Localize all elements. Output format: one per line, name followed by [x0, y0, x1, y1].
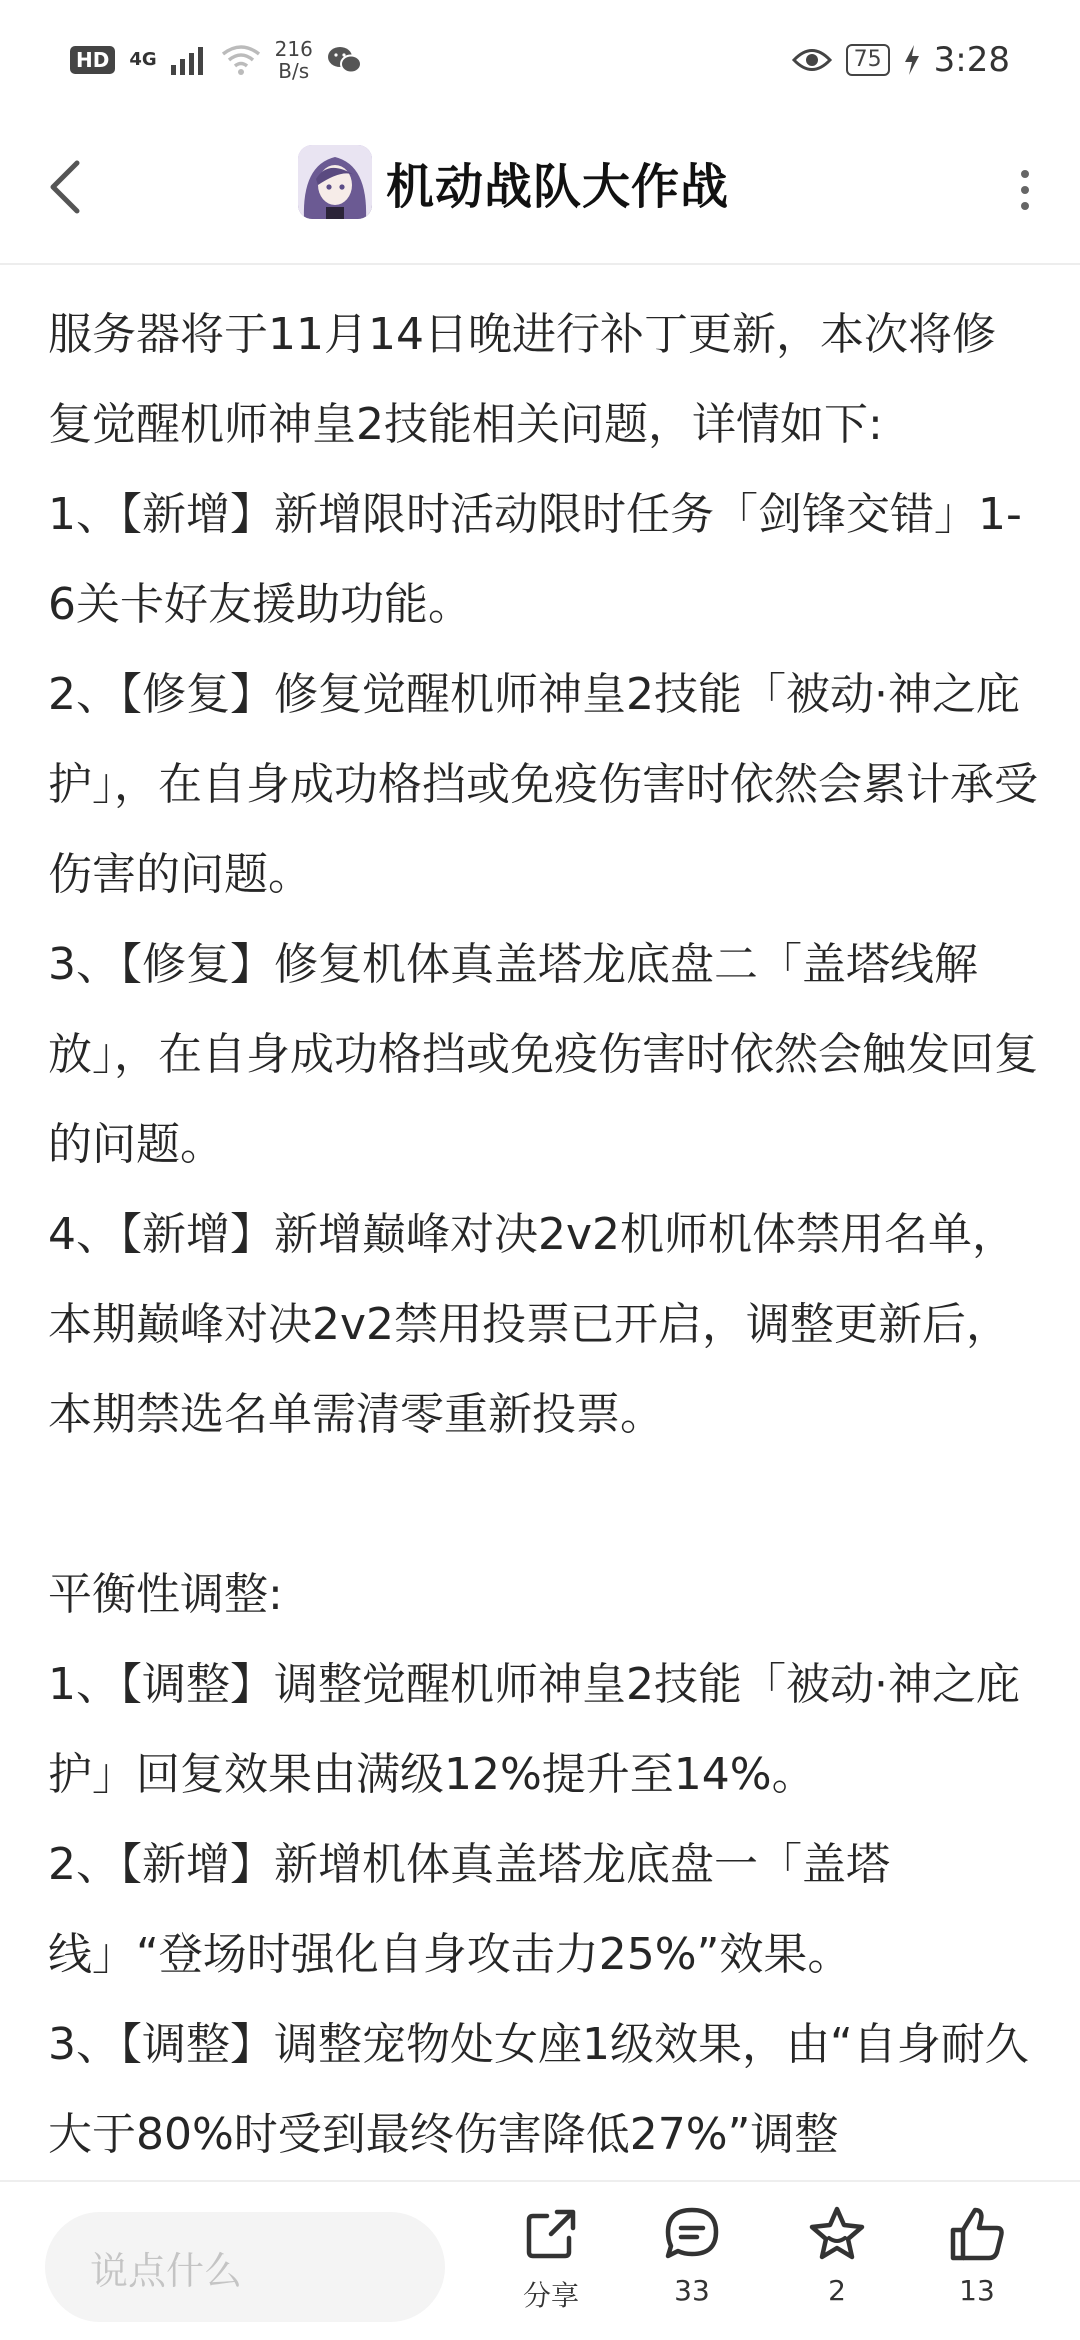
like-count: 13 [959, 2274, 995, 2307]
network-speed [275, 38, 313, 82]
section-heading: 平衡性调整: [48, 1569, 283, 1620]
article-paragraph: 服务器将于11月14日晚进行补丁更新，本次将修复觉醒机师神皇2技能相关问题，详情如下: [48, 309, 996, 450]
bottom-action-bar [0, 2180, 1080, 2340]
status-bar [0, 0, 1080, 120]
favorite-button[interactable] [782, 2204, 892, 2324]
comment-bubble-icon [662, 2204, 722, 2264]
favorite-count: 2 [828, 2274, 846, 2307]
article-paragraph: 3、【修复】修复机体真盖塔龙底盘二「盖塔线解放」，在自身成功格挡或免疫伤害时依然会触发回复的问题。 [48, 939, 1038, 1170]
more-dot-icon [1021, 170, 1029, 178]
article-paragraph: 1、【新增】新增限时活动限时任务「剑锋交错」1-6关卡好友援助功能。 [48, 489, 1022, 630]
status-right [792, 40, 1010, 80]
header [0, 120, 1080, 265]
comment-button[interactable] [637, 2204, 747, 2324]
article-paragraph: 4、【新增】新增巅峰对决2v2机师机体禁用名单，本期巅峰对决2v2禁用投票已开启，调整更新后，本期禁选名单需清零重新投票。 [48, 1209, 1017, 1440]
speed-value: 216 [274, 37, 313, 61]
article-paragraph: 3、【调整】调整宠物处女座1级效果，由“自身耐久大于80%时受到最终伤害降低27%”调整 [48, 2019, 1029, 2160]
comment-count: 33 [674, 2274, 710, 2307]
signal-icon [171, 45, 207, 75]
paragraph-spacer [48, 1460, 1038, 1550]
wechat-icon [327, 45, 363, 75]
article-body [48, 290, 1038, 2170]
chevron-left-icon [45, 159, 85, 215]
status-left [70, 38, 363, 82]
article-paragraph: 2、【新增】新增机体真盖塔龙底盘一「盖塔线」“登场时强化自身攻击力25%”效果。 [48, 1839, 890, 1980]
more-options-button[interactable] [1010, 160, 1040, 220]
charging-icon [904, 45, 920, 75]
wifi-icon [221, 44, 261, 76]
thumbs-up-icon [947, 2204, 1007, 2264]
network-type: 4G [129, 49, 157, 70]
more-dot-icon [1021, 202, 1029, 210]
article-paragraph: 1、【调整】调整觉醒机师神皇2技能「被动·神之庇护」回复效果由满级12%提升至14%。 [48, 1659, 1020, 1800]
title-group [298, 142, 729, 222]
battery-level: 75 [846, 44, 890, 76]
page-title: 机动战队大作战 [386, 158, 730, 215]
back-button[interactable] [30, 152, 100, 222]
eye-icon [792, 47, 832, 73]
star-icon [807, 2204, 867, 2264]
share-icon [521, 2204, 581, 2264]
game-avatar [298, 145, 372, 219]
like-button[interactable] [922, 2204, 1032, 2324]
share-button[interactable] [496, 2204, 606, 2324]
clock: 3:28 [933, 40, 1010, 80]
comment-input[interactable]: 说点什么 [45, 2212, 445, 2322]
speed-unit: B/s [278, 59, 310, 83]
share-label: 分享 [522, 2279, 579, 2312]
article-paragraph: 2、【修复】修复觉醒机师神皇2技能「被动·神之庇护」，在自身成功格挡或免疫伤害时依然会累计承受伤害的问题。 [48, 669, 1038, 900]
more-dot-icon [1021, 186, 1029, 194]
hd-badge: HD [70, 46, 115, 74]
avatar-character-icon [298, 145, 372, 219]
